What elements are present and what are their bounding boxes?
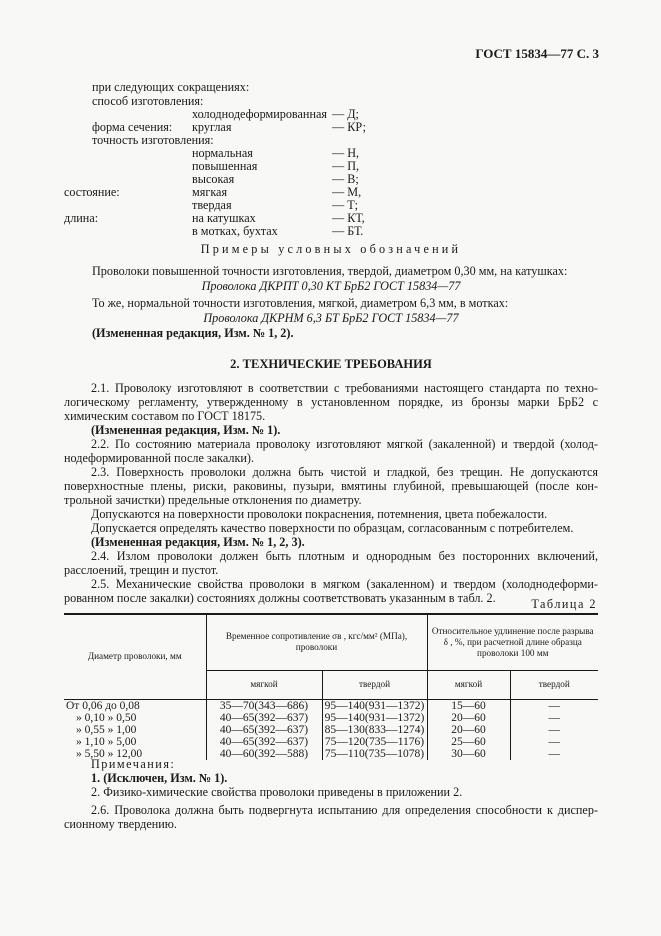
page-header: ГОСТ 15834—77 С. 3 — [475, 46, 599, 61]
cell-elong-soft: 30—60 — [427, 748, 510, 760]
length-label: длина: — [64, 211, 99, 225]
col-header-elongation: Относительное удлинение после разрыва δ , %, при расчетной длине образца проволоки 100 мм — [427, 614, 598, 670]
high-label: высокая — [192, 172, 235, 186]
cell-strength-hard: 75—110(735—1078) — [322, 748, 427, 760]
high-code: — В; — [332, 172, 359, 186]
state-label: состояние: — [64, 185, 120, 199]
para-2-4: 2.4. Излом проволоки должен быть плотным и однородным без посторонних включений, расслоений, трещин и пустот. — [64, 549, 598, 577]
col-header-strength: Временное сопротивление σв , кгс/мм² (МПа), проволоки — [206, 614, 427, 670]
normal-code: — Н, — [332, 146, 360, 160]
coils-label: на катушках — [192, 211, 256, 225]
section2-title: 2. ТЕХНИЧЕСКИЕ ТРЕБОВАНИЯ — [230, 357, 432, 371]
table-row — [64, 712, 598, 724]
cell-strength-soft: 40—65(392—637) — [206, 736, 322, 748]
table2 — [64, 613, 598, 760]
coils-code: — КТ, — [332, 211, 365, 225]
note-1: 1. (Исключен, Изм. № 1). — [91, 771, 228, 785]
para-2-1: 2.1. Проволоку изготовляют в соответствии с требованиями настоящего стандарта по техно-логическому регламенту, утвержденному в установленном порядке, из бронзы марки БрБ2 с химическим составом по ГОСТ 18175. — [64, 381, 598, 423]
cell-strength-hard: 75—120(735—1176) — [322, 736, 427, 748]
para-2-3-b: Допускаются на поверхности проволоки покраснения, потемнения, цвета побежалости. — [91, 507, 548, 521]
section2-body — [64, 381, 598, 605]
soft-code: — М, — [332, 185, 362, 199]
bundles-label: в мотках, бухтах — [192, 224, 278, 238]
accuracy-label: точность изготовления: — [92, 133, 214, 147]
cell-diameter: » 0,55 » 1,00 — [76, 723, 137, 736]
table-row — [64, 724, 598, 736]
cell-diameter: » 1,10 » 5,00 — [76, 735, 137, 748]
cell-strength-soft: 40—65(392—637) — [206, 712, 322, 724]
cell-elong-hard: — — [510, 699, 598, 712]
soft-label: мягкая — [192, 185, 228, 199]
para-2-1-revision: (Измененная редакция, Изм. № 1). — [91, 423, 281, 437]
example1-text: Проволоки повышенной точности изготовления, твердой, диаметром 0,30 мм, на катушках: — [92, 264, 568, 278]
table-row — [64, 699, 598, 712]
cell-strength-soft: 40—65(392—637) — [206, 724, 322, 736]
cell-elong-soft: 20—60 — [427, 724, 510, 736]
normal-label: нормальная — [192, 146, 253, 160]
method-label: способ изготовления: — [92, 94, 204, 108]
table2-caption: Таблица 2 — [531, 597, 597, 611]
raised-code: — П, — [332, 159, 360, 173]
para-2-3-c: Допускается определять качество поверхности по образцам, согласованным с потребителем. — [91, 521, 574, 535]
cell-elong-soft: 20—60 — [427, 712, 510, 724]
example2-text: То же, нормальной точности изготовления, мягкой, диаметром 6,3 мм, в мотках: — [92, 296, 509, 310]
cold-code: — Д; — [332, 107, 359, 121]
notes-title: Примечания: — [91, 757, 176, 771]
cell-elong-soft: 15—60 — [427, 699, 510, 712]
round-label: круглая — [192, 120, 232, 134]
sub-header-hard: твердой — [322, 670, 427, 699]
cell-elong-hard: — — [510, 724, 598, 736]
abbrev-intro: при следующих сокращениях: — [92, 80, 250, 94]
para-2-6-wrap — [64, 803, 598, 831]
para-2-3-revision: (Измененная редакция, Изм. № 1, 2, 3). — [91, 535, 305, 549]
para-2-3: 2.3. Поверхность проволоки должна быть чистой и гладкой, без трещин. Не допускаются поверхностные плены, риски, раковины, пузыри, вмятины глубиной, превышающей (после кон-трольной зачистки) предельные отклонения по диаметру. — [64, 465, 598, 507]
para-2-6: 2.6. Проволока должна быть подвергнута испытанию для определения способности к диспер-сионному твердению. — [64, 803, 598, 831]
para-2-5: 2.5. Механические свойства проволоки в мягком (закаленном) и твердом (холоднодеформи-рованном после закалки) состояниях должны соответствовать указанным в табл. 2. — [64, 577, 598, 605]
raised-label: повышенная — [192, 159, 258, 173]
para-2-2: 2.2. По состоянию материала проволоку изготовляют мягкой (закаленной) и твердой (холод-нодеформированной после закалки). — [64, 437, 598, 465]
sub-header-soft: мягкой — [427, 670, 510, 699]
notes — [64, 757, 598, 799]
hard-label: твердая — [192, 198, 232, 212]
cell-elong-hard: — — [510, 712, 598, 724]
table-row — [64, 736, 598, 748]
bundles-code: — БТ. — [332, 224, 364, 238]
cell-strength-hard: 95—140(931—1372) — [322, 712, 427, 724]
hard-code: — Т; — [332, 198, 359, 212]
examples-title: Примеры условных обозначений — [200, 242, 462, 256]
sub-header-soft: мягкой — [206, 670, 322, 699]
section-label: форма сечения: — [92, 120, 173, 134]
cold-label: холоднодеформированная — [192, 107, 327, 121]
example2-code: Проволока ДКРНМ 6,3 БТ БрБ2 ГОСТ 15834—77 — [203, 311, 459, 325]
cell-elong-hard: — — [510, 736, 598, 748]
cell-strength-soft: 40—60(392—588) — [206, 748, 322, 760]
cell-strength-soft: 35—70(343—686) — [206, 699, 322, 712]
sub-header-hard: твердой — [510, 670, 598, 699]
example1-code: Проволока ДКРПТ 0,30 КТ БрБ2 ГОСТ 15834—77 — [201, 279, 461, 293]
cell-elong-hard: — — [510, 748, 598, 760]
cell-diameter: » 5,50 » 12,00 — [76, 747, 143, 760]
cell-diameter: » 0,10 » 0,50 — [76, 711, 137, 724]
col-header-diameter: Диаметр проволоки, мм — [64, 614, 206, 699]
cell-strength-hard: 95—140(931—1372) — [322, 699, 427, 712]
cell-diameter: От 0,06 до 0,08 — [64, 699, 206, 712]
round-code: — КР; — [332, 120, 366, 134]
cell-elong-soft: 25—60 — [427, 736, 510, 748]
note-2: 2. Физико-химические свойства проволоки приведены в приложении 2. — [91, 785, 463, 799]
cell-strength-hard: 85—130(833—1274) — [322, 724, 427, 736]
examples-revision: (Измененная редакция, Изм. № 1, 2). — [92, 326, 294, 340]
